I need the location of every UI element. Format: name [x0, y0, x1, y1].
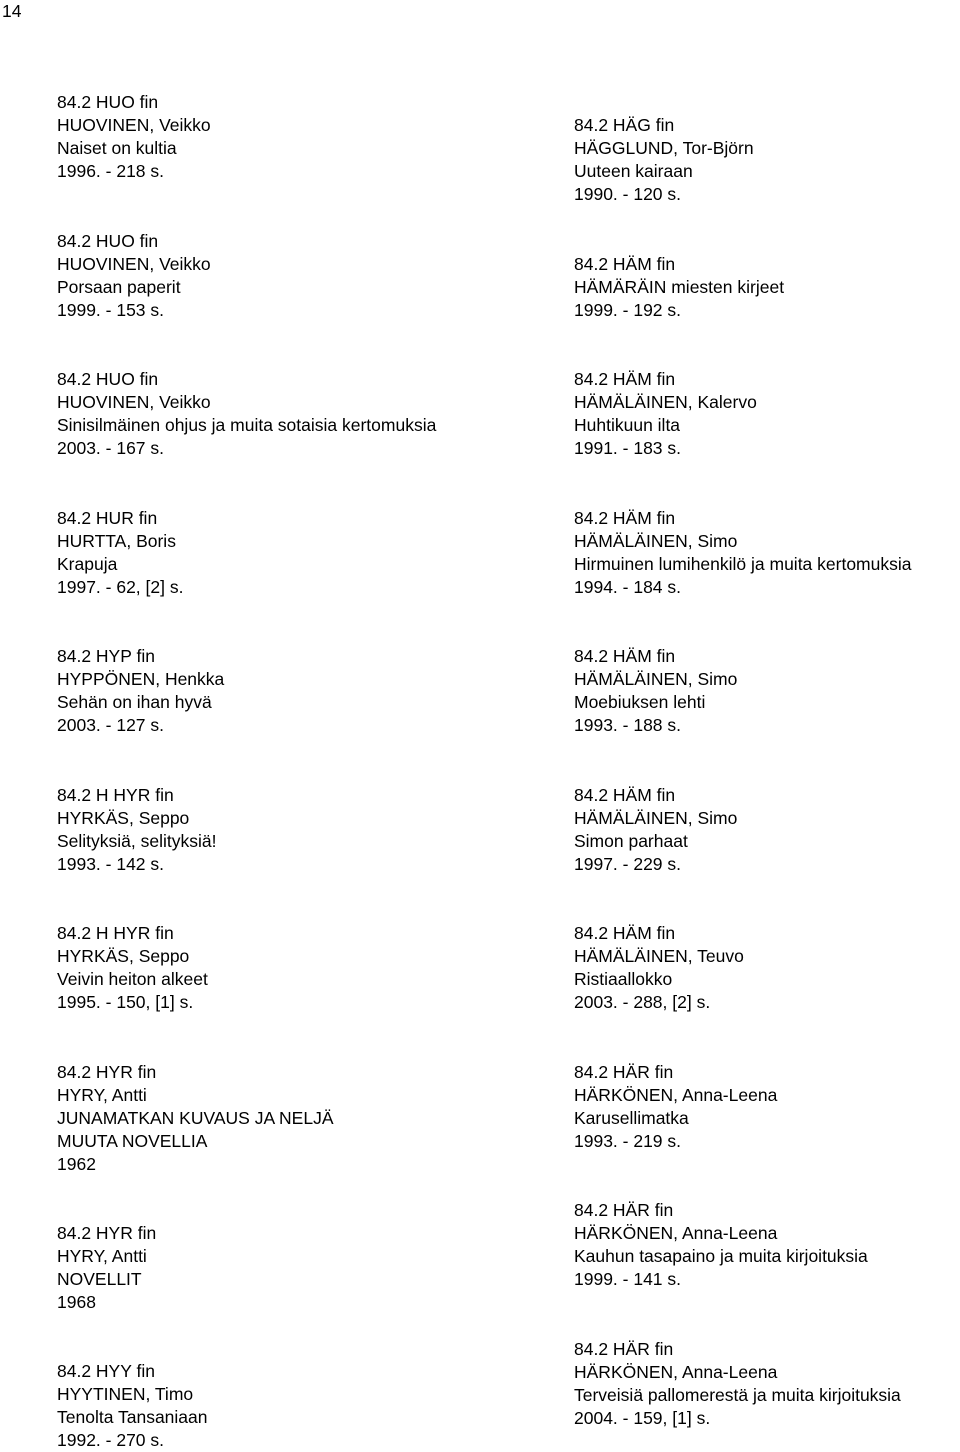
entry-classification: 84.2 HYR fin	[57, 1062, 157, 1082]
entry-title: JUNAMATKAN KUVAUS JA NELJÄ	[57, 1108, 334, 1128]
entry-author: HÄRKÖNEN, Anna-Leena	[574, 1085, 778, 1105]
entry-title: NOVELLIT	[57, 1269, 142, 1289]
catalog-entry	[574, 507, 912, 599]
entry-classification: 84.2 HÄR fin	[574, 1062, 674, 1082]
entry-title: Kauhun tasapaino ja muita kirjoituksia	[574, 1246, 868, 1266]
entry-classification: 84.2 HÄM fin	[574, 369, 676, 389]
catalog-entry	[574, 114, 754, 206]
entry-classification: 84.2 HÄR fin	[574, 1339, 674, 1359]
entry-pubinfo: 1994. - 184 s.	[574, 577, 682, 597]
entry-pubinfo: 1999. - 192 s.	[574, 300, 682, 320]
entry-classification: 84.2 HUO fin	[57, 369, 159, 389]
entry-title: HÄMÄRÄIN miesten kirjeet	[574, 277, 785, 297]
catalog-entry	[574, 645, 737, 737]
entry-pubinfo: 1990. - 120 s.	[574, 184, 682, 204]
catalog-entry	[574, 368, 757, 460]
entry-classification: 84.2 HUR fin	[57, 508, 158, 528]
entry-author: HYRY, Antti	[57, 1085, 147, 1105]
entry-classification: 84.2 HÄM fin	[574, 785, 676, 805]
entry-author: HYRKÄS, Seppo	[57, 946, 190, 966]
entry-author: HÄMÄLÄINEN, Simo	[574, 808, 738, 828]
entry-author: HUOVINEN, Veikko	[57, 392, 211, 412]
entry-author: HÄGGLUND, Tor-Björn	[574, 138, 754, 158]
entry-author: HUOVINEN, Veikko	[57, 115, 211, 135]
entry-pubinfo: 1993. - 142 s.	[57, 854, 165, 874]
entry-title: Moebiuksen lehti	[574, 692, 706, 712]
entry-title: Sehän on ihan hyvä	[57, 692, 212, 712]
entry-classification: 84.2 HÄM fin	[574, 646, 676, 666]
entry-pubinfo: 1997. - 62, [2] s.	[57, 577, 184, 597]
entry-pubinfo: 1995. - 150, [1] s.	[57, 992, 194, 1012]
catalog-entry	[57, 784, 217, 876]
entry-title: Porsaan paperit	[57, 277, 181, 297]
entry-pubinfo: 1968	[57, 1292, 96, 1312]
entry-author: HÄRKÖNEN, Anna-Leena	[574, 1223, 778, 1243]
entry-author: HÄMÄLÄINEN, Kalervo	[574, 392, 757, 412]
entry-title: Karusellimatka	[574, 1108, 689, 1128]
entry-pubinfo: 1993. - 219 s.	[574, 1131, 682, 1151]
entry-title: Veivin heiton alkeet	[57, 969, 208, 989]
catalog-entry	[574, 253, 784, 322]
entry-classification: 84.2 HUO fin	[57, 92, 159, 112]
entry-classification: 84.2 HÄR fin	[574, 1200, 674, 1220]
catalog-entry	[57, 368, 436, 460]
entry-title: Simon parhaat	[574, 831, 688, 851]
entry-author: HÄMÄLÄINEN, Teuvo	[574, 946, 744, 966]
entry-author: HYRKÄS, Seppo	[57, 808, 190, 828]
entry-classification: 84.2 HYR fin	[57, 1223, 157, 1243]
entry-title: Tenolta Tansaniaan	[57, 1407, 208, 1427]
entry-title: Hirmuinen lumihenkilö ja muita kertomuksia	[574, 554, 912, 574]
entry-classification: 84.2 HÄG fin	[574, 115, 675, 135]
entry-classification: 84.2 H HYR fin	[57, 923, 174, 943]
entry-classification: 84.2 HÄM fin	[574, 508, 676, 528]
entry-pubinfo: 1999. - 141 s.	[574, 1269, 682, 1289]
catalog-entry	[574, 1061, 777, 1153]
entry-title: Sinisilmäinen ohjus ja muita sotaisia kertomuksia	[57, 415, 437, 435]
entry-pubinfo: 1996. - 218 s.	[57, 161, 165, 181]
entry-author: HYPPÖNEN, Henkka	[57, 669, 225, 689]
entry-title: Terveisiä pallomerestä ja muita kirjoituksia	[574, 1385, 901, 1405]
catalog-entry	[57, 507, 183, 599]
entry-title: Huhtikuun ilta	[574, 415, 681, 435]
entry-pubinfo: 2003. - 288, [2] s.	[574, 992, 711, 1012]
entry-title: Selityksiä, selityksiä!	[57, 831, 217, 851]
entry-classification: 84.2 H HYR fin	[57, 785, 174, 805]
page-number: 14	[2, 1, 22, 21]
catalog-entry	[57, 1222, 156, 1314]
entry-pubinfo: 1962	[57, 1154, 96, 1174]
entry-classification: 84.2 HÄM fin	[574, 254, 676, 274]
entry-title: Ristiaallokko	[574, 969, 673, 989]
catalog-entry	[57, 230, 211, 322]
catalog-entry	[57, 1360, 208, 1452]
catalog-entry	[574, 784, 737, 876]
entry-pubinfo: 2003. - 127 s.	[57, 715, 165, 735]
entry-author: HÄMÄLÄINEN, Simo	[574, 669, 738, 689]
entry-pubinfo: 1993. - 188 s.	[574, 715, 682, 735]
entry-author: HYYTINEN, Timo	[57, 1384, 194, 1404]
catalog-entry	[57, 1061, 334, 1176]
entry-title: Naiset on kultia	[57, 138, 177, 158]
catalog-entry	[57, 922, 208, 1014]
entry-pubinfo: 1999. - 153 s.	[57, 300, 165, 320]
entry-pubinfo: 2004. - 159, [1] s.	[574, 1408, 711, 1428]
entry-pubinfo: 1992. - 270 s.	[57, 1430, 165, 1450]
catalog-entry	[57, 91, 211, 183]
entry-pubinfo: 2003. - 167 s.	[57, 438, 165, 458]
entry-author: HÄRKÖNEN, Anna-Leena	[574, 1362, 778, 1382]
entry-classification: 84.2 HUO fin	[57, 231, 159, 251]
entry-classification: 84.2 HYY fin	[57, 1361, 155, 1381]
catalog-entry	[574, 1199, 868, 1291]
entry-author: HYRY, Antti	[57, 1246, 147, 1266]
entry-classification: 84.2 HÄM fin	[574, 923, 676, 943]
entry-author: HÄMÄLÄINEN, Simo	[574, 531, 738, 551]
entry-pubinfo: 1991. - 183 s.	[574, 438, 682, 458]
entry-pubinfo: 1997. - 229 s.	[574, 854, 682, 874]
catalog-entry	[57, 645, 224, 737]
entry-title-continued: MUUTA NOVELLIA	[57, 1131, 208, 1151]
catalog-entry	[574, 1338, 901, 1430]
entry-title: Krapuja	[57, 554, 118, 574]
entry-title: Uuteen kairaan	[574, 161, 693, 181]
catalog-entry	[574, 922, 744, 1014]
entry-author: HUOVINEN, Veikko	[57, 254, 211, 274]
entry-classification: 84.2 HYP fin	[57, 646, 155, 666]
entry-author: HURTTA, Boris	[57, 531, 176, 551]
